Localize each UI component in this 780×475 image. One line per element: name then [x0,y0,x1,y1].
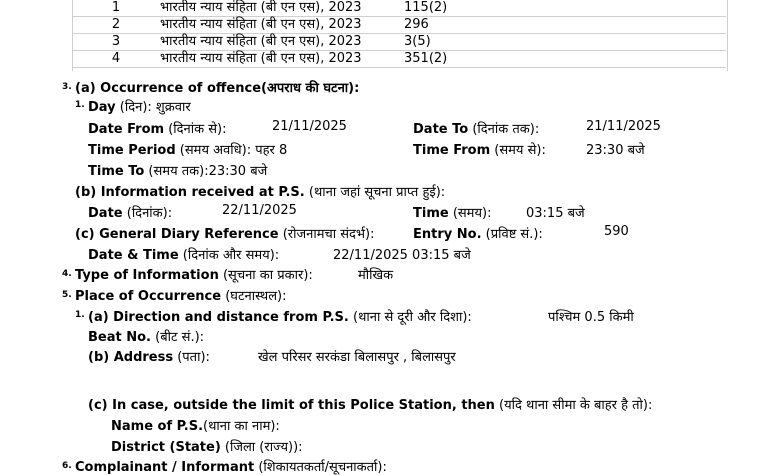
address-label: (b) Address (पता): [88,350,210,365]
complainant-label: Complainant / Informant (शिकायतकर्ता/सूचनाकर्ता): [75,460,387,475]
entry-no-value: 590 [604,224,629,239]
occurrence-heading: (a) Occurrence of offence(अपराध की घटना): [75,81,360,96]
place-of-occurrence-label: Place of Occurrence (घटनास्थल): [75,289,287,304]
serial-cell: 3 [72,34,160,51]
act-cell: भारतीय न्याय संहिता (बी एन एस), 2023 [160,51,404,68]
info-received-heading: (b) Information received at P.S. (थाना जहां सूचना प्राप्त हुई): [75,185,446,200]
received-time-value: 03:15 बजे [526,206,585,221]
section-3-number: 3. [62,82,72,92]
entry-no-label: Entry No. (प्रविष्ट सं.): [413,227,543,242]
table-row [72,0,726,17]
received-time-label: Time (समय): [413,206,492,221]
section-cell: 115(2) [404,0,726,17]
district-state-label: District (State) (जिला (राज्य)): [111,440,303,455]
section-cell: 3(5) [404,34,726,51]
direction-distance-label: (a) Direction and distance from P.S. (थाना से दूरी और दिशा): [88,310,472,325]
day-row: Day (दिन): शुक्रवार [88,100,191,115]
time-to-value: 23:30 बजे [208,164,268,179]
serial-cell: 4 [72,51,160,68]
gd-reference-heading: (c) General Diary Reference (रोजनामचा संदर्भ): [75,227,375,242]
time-to-row: Time To (समय तक):23:30 बजे [88,164,268,179]
date-from-label: Date From (दिनांक से): [88,122,227,137]
type-of-info-value: मौखिक [358,268,394,283]
direction-number: 1. [75,310,85,320]
time-period-value: पहर 8 [255,143,288,158]
table-row [72,17,726,34]
type-of-info-label: Type of Information (सूचना का प्रकार): [75,268,313,283]
direction-distance-value: पश्चिम 0.5 किमी [548,310,634,325]
beat-no-label: Beat No. (बीट सं.): [88,330,205,345]
gd-datetime-value: 22/11/2025 03:15 बजे [333,248,471,263]
acts-sections-table [72,0,726,68]
ps-name-label: Name of P.S.(थाना का नाम): [111,419,280,434]
section-6-number: 6. [62,461,72,471]
table-row [72,34,726,51]
section-5-number: 5. [62,290,72,300]
table-row [72,51,726,68]
section-4-number: 4. [62,269,72,279]
address-value: खेल परिसर सरकंडा बिलासपुर , बिलासपुर [258,350,456,365]
date-to-value: 21/11/2025 [586,119,661,134]
section-cell: 351(2) [404,51,726,68]
date-from-value: 21/11/2025 [272,119,347,134]
date-to-label: Date To (दिनांक तक): [413,122,540,137]
time-period-row: Time Period (समय अवधि): पहर 8 [88,143,288,158]
act-cell: भारतीय न्याय संहिता (बी एन एस), 2023 [160,34,404,51]
received-date-value: 22/11/2025 [222,203,297,218]
day-number: 1. [75,100,85,110]
day-value: शुक्रवार [155,100,191,115]
gd-datetime-label: Date & Time (दिनांक और समय): [88,248,280,263]
time-from-label: Time From (समय से): [413,143,546,158]
act-cell: भारतीय न्याय संहिता (बी एन एस), 2023 [160,17,404,34]
section-cell: 296 [404,17,726,34]
time-from-value: 23:30 बजे [586,143,645,158]
serial-cell: 2 [72,17,160,34]
act-cell: भारतीय न्याय संहिता (बी एन एस), 2023 [160,0,404,17]
outside-limit-label: (c) In case, outside the limit of this Police Station, then (यदि थाना सीमा के बाहर है तो): [88,398,653,413]
received-date-label: Date (दिनांक): [88,206,173,221]
serial-cell: 1 [72,0,160,17]
